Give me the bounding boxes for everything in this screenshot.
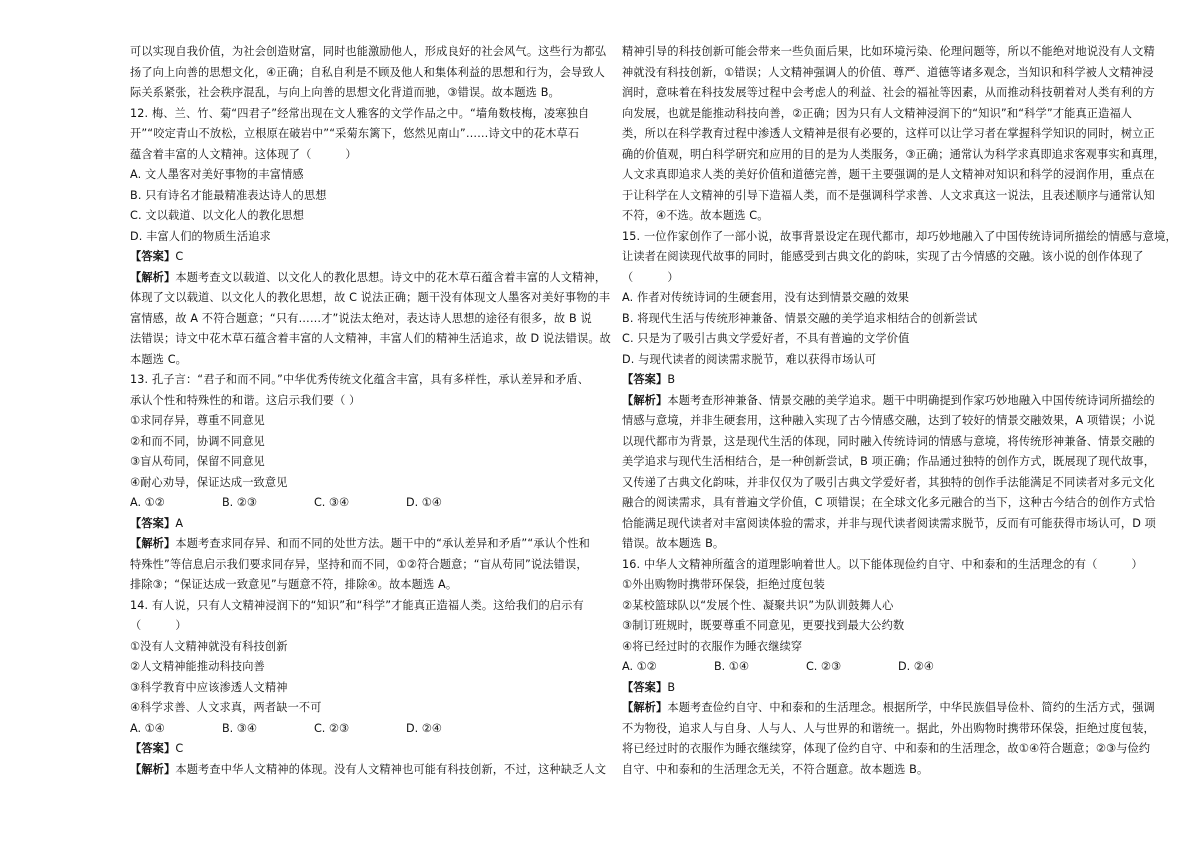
section-text: B (667, 680, 676, 694)
text-line: ①外出购物时携带环保袋，拒绝过度包装 (622, 578, 825, 591)
option-item: D. ①④ (406, 496, 442, 509)
section-label: 【解析】 (622, 393, 668, 407)
section-text: 本题考查俭约自守、中和泰和的生活理念。根据所学，中华民族倡导俭朴、简约的生活方式，强调 (667, 701, 1155, 714)
text-line: 际关系紧张，社会秩序混乱，与向上向善的思想文化背道而驰，③错误。故本题选 B。 (130, 86, 560, 99)
text-line: ③科学教育中应该渗透人文精神 (130, 680, 288, 694)
section-text: C (175, 742, 184, 755)
text-line: 人文求真即追求人类的美好价值和道德完善，题干主要强调的是人文精神对知识和科学的浸润作用，重点在 (622, 168, 1155, 181)
analysis-line (130, 268, 607, 289)
option-item: B. ①④ (714, 660, 749, 673)
answer-line (622, 678, 1082, 699)
text-line: 15. 一位作家创作了一部小说，故事背景设定在现代都市，却巧妙地融入了中国传统诗词所描绘的情感与意境， (622, 229, 1177, 243)
analysis-line (622, 698, 1155, 719)
analysis-line (130, 534, 590, 555)
text-line: 开”“咬定青山不放松，立根原在破岩中”“采菊东篱下，悠然见南山”……诗文中的花木草石 (130, 127, 580, 140)
section-label: 【答案】 (130, 250, 176, 263)
text-line: C. 文以载道、以文化人的教化思想 (130, 209, 305, 222)
text-line: 富情感，故 A 不符合题意；“只有……才”说法太绝对，表达诗人思想的途径有很多，故 B 说 (130, 311, 592, 325)
text-line: A. 文人墨客对美好事物的丰富情感 (130, 168, 304, 181)
text-line: 蕴含着丰富的人文精神。这体现了（ ） (130, 147, 357, 161)
text-line: 排除③；“保证达成一致意见”与题意不符，排除④。故本题选 A。 (130, 578, 458, 591)
option-item: A. ①② (622, 660, 657, 673)
text-line: ①求同存异，尊重不同意见 (130, 414, 265, 427)
text-line: 又传递了古典文化韵味，并非仅仅为了吸引古典文学爱好者，其独特的创作手法能满足不同读者对多元文化 (622, 475, 1155, 489)
option-item: A. ①② (130, 496, 165, 509)
section-text: B (667, 373, 676, 386)
text-line: 将已经过时的衣服作为睡衣继续穿，体现了俭约自守、中和泰和的生活理念，故①④符合题意；②③与俭约 (622, 742, 1151, 755)
answer-options (130, 493, 590, 514)
text-line: 承认个性和特殊性的和谐。这启示我们要（ ） (130, 393, 361, 407)
answer-options (130, 719, 590, 740)
section-text: 本题考查求同存异、和而不同的处世方法。题干中的“承认差异和矛盾”“承认个性和 (175, 537, 591, 550)
section-label: 【答案】 (622, 373, 668, 386)
text-line: 美学追求与现代生活相结合，是一种创新尝试，B 项正确；作品通过独特的创作方式，既展现了现代故事， (622, 455, 1156, 468)
text-line: 神就没有科技创新，①错误；人文精神强调人的价值、尊严、道德等诸多观念，当知识和科学被人文精神浸 (622, 65, 1154, 79)
left-column (130, 42, 612, 780)
text-line: 12. 梅、兰、竹、菊“四君子”经常出现在文人雅客的文学作品之中。“墙角数枝梅，凌寒独自 (130, 106, 590, 120)
text-line: 向发展，也就是能推动科技向善，②正确；因为只有人文精神浸润下的“知识”和“科学”才能真正造福人 (622, 106, 1133, 120)
answer-options (622, 657, 1082, 678)
text-line: ②人文精神能推动科技向善 (130, 660, 265, 673)
text-line: 特殊性”等信息启示我们要求同存异，坚持和而不同，①②符合题意；“盲从苟同”说法错误， (130, 557, 588, 571)
text-line: ②某校篮球队以“发展个性、凝聚共识”为队训鼓舞人心 (622, 598, 894, 612)
text-line: 体现了文以载道、以文化人的教化思想，故 C 说法正确；题干没有体现文人墨客对美好事物的丰 (130, 291, 611, 304)
option-item: C. ③④ (314, 496, 349, 509)
text-line: 本题选 C。 (130, 352, 188, 366)
option-item: C. ②③ (314, 721, 349, 735)
text-line: D. 丰富人们的物质生活追求 (130, 229, 271, 243)
text-line: 情感与意境，并非生硬套用，这种融入实现了古今情感交融，达到了较好的情景交融效果，A 项错误；小说 (622, 414, 1156, 427)
answer-line (130, 739, 590, 760)
section-text: 本题考查中华人文精神的体现。没有人文精神也可能有科技创新，不过，这种缺乏人文 (175, 762, 607, 776)
text-line: 13. 孔子言：“君子和而不同。”中华优秀传统文化蕴含丰富，具有多样性，承认差异和矛盾、 (130, 373, 590, 386)
text-line: ③制订班规时，既要尊重不同意见，更要找到最大公约数 (622, 619, 905, 632)
text-line: 自守、中和泰和的生活理念无关，不符合题意。故本题选 B。 (622, 762, 929, 776)
answer-line (130, 247, 590, 268)
text-line: 16. 中华人文精神所蕴含的道理影响着世人。以下能体现俭约自守、中和泰和的生活理念的有（ ） (622, 557, 1143, 571)
text-line: ④耐心劝导，保证达成一致意见 (130, 475, 288, 489)
text-line: B. 将现代生活与传统形神兼备、情景交融的美学追求相结合的创新尝试 (622, 311, 978, 325)
text-line: 扬了向上向善的思想文化，④正确；自私自利是不顾及他人和集体利益的思想和行为，会导致人 (130, 65, 606, 79)
section-text: 本题考查文以载道、以文化人的教化思想。诗文中的花木草石蕴含着丰富的人文精神， (175, 270, 607, 284)
right-column (622, 42, 1177, 780)
text-line: 确的价值观，明白科学研究和应用的目的是为人类服务，③正确；通常认为科学求真即追求客观事实和真理， (622, 147, 1166, 161)
section-label: 【答案】 (130, 516, 176, 530)
analysis-line (622, 391, 1155, 412)
text-line: ④将已经过时的衣服作为睡衣继续穿 (622, 639, 803, 653)
analysis-line (130, 760, 607, 781)
text-line: （ ） (622, 270, 679, 284)
text-line: C. 只是为了吸引古典文学爱好者，不具有普遍的文学价值 (622, 332, 910, 345)
text-line: 融合的阅读需求，具有普遍文学价值，C 项错误；在全球文化多元融合的当下，这种古今结合的创作方式恰 (622, 496, 1156, 509)
text-line: ④科学求善、人文求真，两者缺一不可 (130, 701, 322, 714)
section-label: 【解析】 (622, 701, 668, 714)
text-line: B. 只有诗名才能最精准表达诗人的思想 (130, 188, 327, 202)
text-line: 14. 有人说，只有人文精神浸润下的“知识”和“科学”才能真正造福人类。这给我们的启示有 (130, 598, 584, 612)
text-line: 以现代都市为背景，这是现代生活的体现，同时融入传统诗词的情感与意境，将传统形神兼备、情景交融的 (622, 434, 1155, 448)
answer-line (130, 514, 590, 535)
section-label: 【答案】 (130, 742, 176, 755)
section-label: 【解析】 (130, 270, 176, 284)
text-line: D. 与现代读者的阅读需求脱节，难以获得市场认可 (622, 352, 877, 366)
text-line: 法错误；诗文中花木草石蕴含着丰富的人文精神，丰富人们的精神生活追求，故 D 说法错误。故 (130, 332, 612, 345)
section-label: 【答案】 (622, 680, 668, 694)
text-line: 错误。故本题选 B。 (622, 537, 725, 550)
text-line: 精神引导的科技创新可能会带来一些负面后果，比如环境污染、伦理问题等，所以不能绝对地说没有人文精 (622, 45, 1155, 58)
section-label: 【解析】 (130, 537, 176, 550)
text-line: 润时，意味着在科技发展等过程中会考虑人的利益、社会的福祉等因素，从而推动科技朝着对人类有利的方 (622, 86, 1155, 99)
option-item: B. ②③ (222, 496, 257, 509)
section-label: 【解析】 (130, 762, 176, 776)
option-item: A. ①④ (130, 721, 165, 735)
text-line: 于让科学在人文精神的引导下造福人类，而不是强调科学求善、人文求真这一说法，且表述顺序与通常认知 (622, 188, 1155, 202)
option-item: C. ②③ (806, 660, 841, 673)
text-line: ③盲从苟同，保留不同意见 (130, 455, 265, 468)
text-line: 让读者在阅读现代故事的同时，能感受到古典文化的韵味，实现了古今情感的交融。该小说的创作体现了 (622, 250, 1144, 263)
text-line: 不符，④不选。故本题选 C。 (622, 209, 769, 222)
section-text: C (175, 250, 184, 263)
text-line: ②和而不同，协调不同意见 (130, 434, 265, 448)
text-line: 类，所以在科学教育过程中渗透人文精神是很有必要的，这样可以让学习者在掌握科学知识的同时，树立正 (622, 127, 1155, 140)
option-item: B. ③④ (222, 721, 257, 735)
text-line: ①没有人文精神就没有科技创新 (130, 639, 288, 653)
option-item: D. ②④ (406, 721, 442, 735)
text-line: 恰能满足现代读者对丰富阅读体验的需求，并非与现代读者阅读需求脱节，反而有可能获得市场认可，D 项 (622, 516, 1156, 530)
text-line: 不为物役，追求人与自身、人与人、人与世界的和谐统一。据此，外出购物时携带环保袋，拒绝过度包装， (622, 721, 1155, 735)
text-line: （ ） (130, 619, 187, 632)
answer-line (622, 370, 1082, 391)
section-text: A (175, 516, 184, 530)
option-item: D. ②④ (898, 660, 934, 673)
text-line: A. 作者对传统诗词的生硬套用，没有达到情景交融的效果 (622, 291, 910, 304)
section-text: 本题考查形神兼备、情景交融的美学追求。题干中明确提到作家巧妙地融入中国传统诗词所描绘的 (667, 393, 1155, 407)
text-line: 可以实现自我价值，为社会创造财富，同时也能激励他人，形成良好的社会风气。这些行为都弘 (130, 45, 607, 58)
